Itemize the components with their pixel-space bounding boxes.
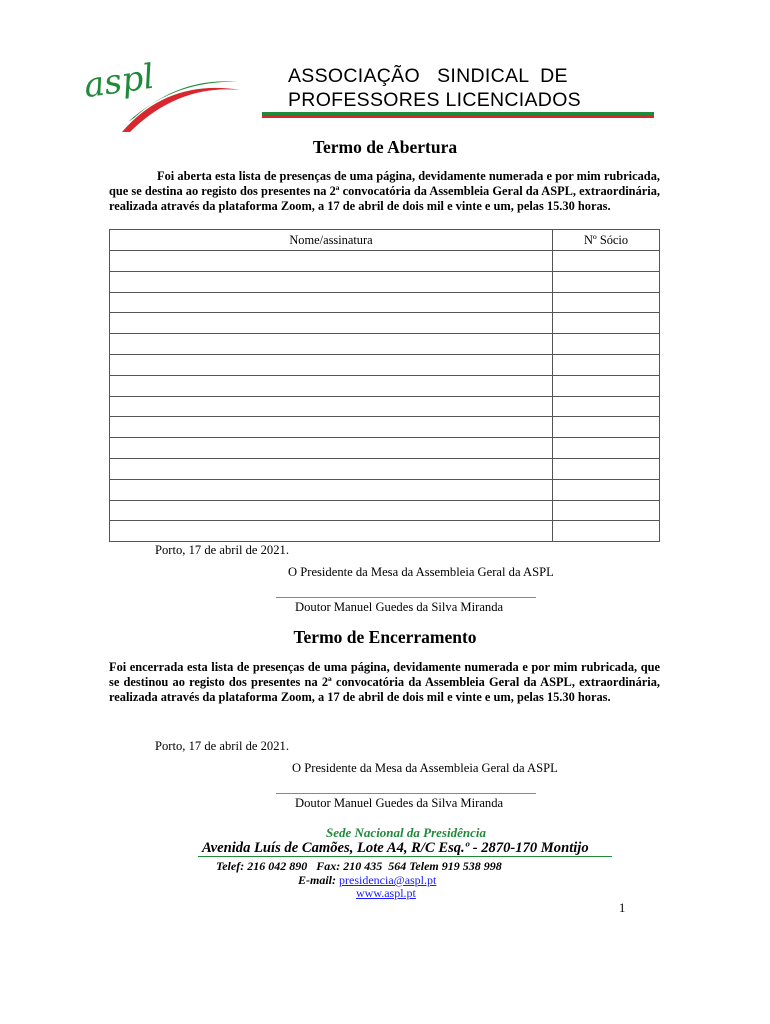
column-header-member-number: Nº Sócio <box>553 230 660 251</box>
opening-date: Porto, 17 de abril de 2021. <box>155 543 289 557</box>
member-number-cell[interactable] <box>553 479 660 500</box>
table-row <box>110 251 660 272</box>
name-signature-cell[interactable] <box>110 438 553 459</box>
attendance-table <box>109 229 660 542</box>
name-signature-cell[interactable] <box>110 354 553 375</box>
column-header-name: Nome/assinatura <box>110 230 553 251</box>
email-label: E-mail: <box>298 873 336 887</box>
table-row <box>110 417 660 438</box>
table-row <box>110 375 660 396</box>
table-row <box>110 438 660 459</box>
opening-president-name: Doutor Manuel Guedes da Silva Miranda <box>295 600 504 614</box>
name-signature-cell[interactable] <box>110 479 553 500</box>
closing-president-name: Doutor Manuel Guedes da Silva Miranda <box>295 796 504 810</box>
member-number-cell[interactable] <box>553 396 660 417</box>
table-header-row <box>110 230 660 251</box>
org-line-1: ASSOCIAÇÃO SINDICAL DE <box>288 65 568 87</box>
table-row <box>110 334 660 355</box>
name-signature-cell[interactable] <box>110 271 553 292</box>
member-number-cell[interactable] <box>553 458 660 479</box>
table-row <box>110 458 660 479</box>
closing-signature-line <box>276 793 536 794</box>
member-number-cell[interactable] <box>553 334 660 355</box>
name-signature-cell[interactable] <box>110 334 553 355</box>
member-number-cell[interactable] <box>553 500 660 521</box>
opening-signature-line <box>276 597 536 598</box>
table-row <box>110 271 660 292</box>
opening-paragraph <box>109 169 660 214</box>
table-row <box>110 521 660 542</box>
member-number-cell[interactable] <box>553 375 660 396</box>
closing-paragraph: Foi encerrada esta lista de presenças de uma página, devidamente numerada e por mim rubricada, que se destinou ao registo dos presentes na 2ª convocatória da Assembleia Geral da ASPL, extraordinária, realizada através da plataforma Zoom, a 17 de abril de dois mil e vinte e um, pelas 15.30 horas. <box>109 660 660 704</box>
footer-phones: Telef: 216 042 890 Fax: 210 435 564 Telem 919 538 998 <box>216 859 502 873</box>
opening-text: Foi aberta esta lista de presenças de uma página, devidamente numerada e por mim rubricada, que se destina ao registo dos presentes na 2ª convocatória da Assembleia Geral da ASPL, extraordinária, realizada através da plataforma Zoom, a 17 de abril de dois mil e vinte e um, pelas 15.30 horas. <box>109 169 660 213</box>
name-signature-cell[interactable] <box>110 251 553 272</box>
member-number-cell[interactable] <box>553 417 660 438</box>
name-signature-cell[interactable] <box>110 292 553 313</box>
email-link[interactable]: presidencia@aspl.pt <box>339 873 437 887</box>
closing-title: Termo de Encerramento <box>293 627 477 647</box>
header-rule <box>262 112 654 118</box>
member-number-cell[interactable] <box>553 438 660 459</box>
member-number-cell[interactable] <box>553 521 660 542</box>
closing-date: Porto, 17 de abril de 2021. <box>155 739 289 753</box>
name-signature-cell[interactable] <box>110 375 553 396</box>
table-row <box>110 500 660 521</box>
name-signature-cell[interactable] <box>110 417 553 438</box>
org-line-2: PROFESSORES LICENCIADOS <box>288 89 581 111</box>
organization-name <box>288 64 581 112</box>
aspl-logo <box>82 52 242 136</box>
footer-rule <box>198 856 612 857</box>
name-signature-cell[interactable] <box>110 458 553 479</box>
member-number-cell[interactable] <box>553 271 660 292</box>
member-number-cell[interactable] <box>553 313 660 334</box>
name-signature-cell[interactable] <box>110 313 553 334</box>
table-row <box>110 313 660 334</box>
table-row <box>110 354 660 375</box>
name-signature-cell[interactable] <box>110 396 553 417</box>
website-link[interactable]: www.aspl.pt <box>356 886 416 900</box>
member-number-cell[interactable] <box>553 354 660 375</box>
closing-president-role: O Presidente da Mesa da Assembleia Geral da ASPL <box>292 761 558 775</box>
name-signature-cell[interactable] <box>110 521 553 542</box>
table-row <box>110 396 660 417</box>
footer-address: Avenida Luís de Camões, Lote A4, R/C Esq.º - 2870-170 Montijo <box>202 840 589 856</box>
opening-president-role: O Presidente da Mesa da Assembleia Geral da ASPL <box>288 565 554 579</box>
page-number: 1 <box>619 901 626 915</box>
member-number-cell[interactable] <box>553 292 660 313</box>
opening-title: Termo de Abertura <box>312 137 458 157</box>
svg-text:aspl: aspl <box>82 56 157 107</box>
table-row <box>110 479 660 500</box>
footer-website-line <box>322 886 416 901</box>
footer-seat: Sede Nacional da Presidência <box>326 825 486 840</box>
table-row <box>110 292 660 313</box>
member-number-cell[interactable] <box>553 251 660 272</box>
name-signature-cell[interactable] <box>110 500 553 521</box>
